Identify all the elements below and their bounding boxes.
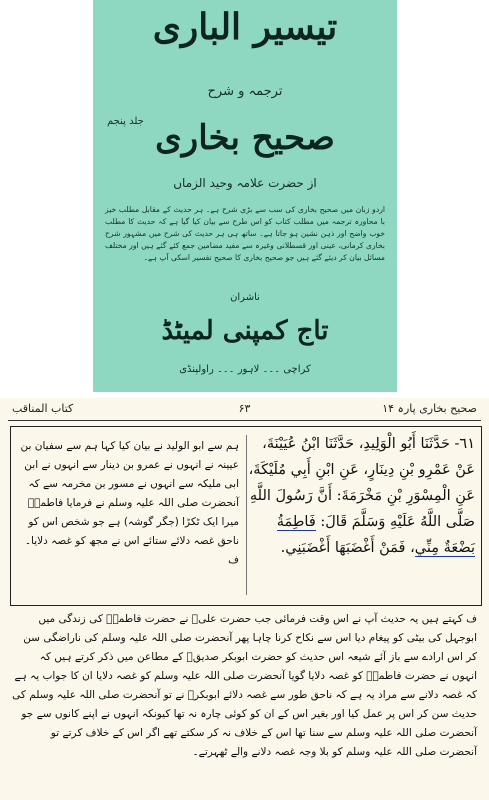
- book-cover: [93, 0, 397, 392]
- header-book-part: صحیح بخاری پارہ ۱۴: [382, 402, 477, 415]
- cover-publisher: تاج کمپنی لمیٹڈ: [161, 316, 329, 346]
- arabic-hadith-text: ٦١- حَدَّثَنَا أَبُو الْوَلِيدِ، حَدَّثَنَا ابْنُ عُيَيْنَةَ، عَنْ عَمْرِو بْنِ دِينَارٍ، عَنِ ابْنِ أَبِي مُلَيْكَةَ، عَنِ الْمِسْوَرِ بْنِ مَخْرَمَةَ: أَنَّ رَسُولَ اللَّهِ صَلَّى اللَّهُ عَلَيْهِ وَسَلَّمَ قَالَ:: [248, 436, 475, 530]
- urdu-commentary: ف کہتے ہیں یہ حدیث آپ نے اس وقت فرمائی جب حضرت علیؓ نے حضرت فاطمہؓ کی زندگی میں ابوجہل کی بیٹی کو پیغام دیا اس سے نکاح کرنا چاہا پھر آنحضرت صلی اللہ علیہ وسلم کی ناراضگی سن کر اس ارادے سے باز آئے شیعہ اس حدیث کو حضرت ابوبکر صدیقؓ کے مطاعن میں ذکر کرتے ہیں کہ انہوں نے حضرت فاطمہؓ کو غصہ دلایا گویا آنحضرت صلی اللہ علیہ وسلم کو غصہ دلایا ان کا جواب یہ ہے کہ غصہ دلانے سے مراد یہ ہے کہ ناحق طور سے غصہ دلائے ابوبکرؓ نے تو آنحضرت صلی اللہ علیہ وسلم کی حدیث سن کر اس پر عمل کیا اور بغیر اس کے ان کو کوئی چارہ نہ تھا کیونکہ انہوں نے اپنے کانوں سے جو آنحضرت صلی اللہ علیہ وسلم سے سنا تھا اس کے خلاف نہ کر سکتے تھے اگر اس کے خلاف کرتے تو آنحضرت صلی اللہ علیہ وسلم کو بلا وجہ غصہ دلانے والے ٹھہرتے۔: [12, 613, 477, 758]
- cover-subtitle: ترجمہ و شرح: [207, 84, 283, 99]
- arabic-hadith: [243, 431, 475, 561]
- urdu-translation: ہم سے ابو الولید نے بیان کیا کہا ہم سے سفیان بن عیینہ نے انہوں نے عمرو بن دینار سے انہوں نے ابن ابی ملیکہ سے انہوں نے مسور بن مخرمہ سے کہ آنحضرت صلی اللہ علیہ وسلم نے فرمایا فاطمہؓ میرا ایک ٹکڑا (جگر گوشہ) ہے جو شخص اس کو ناحق غصہ دلائے ستائے اس نے مجھ کو غصہ دلایا۔ ف: [20, 440, 239, 566]
- cover-volume: جلد پنجم: [107, 116, 144, 127]
- page-header: [10, 400, 479, 420]
- header-chapter: کتاب المناقب: [12, 402, 74, 415]
- page-number: ۶۳: [238, 402, 251, 415]
- arabic-hadith-highlight: فَاطِمَةُ بَضْعَةٌ مِنِّي: [276, 514, 475, 556]
- cover-publisher-label: ناشران: [230, 292, 260, 303]
- cover-cities: کراچی ۔۔۔ لاہور ۔۔۔ راولپنڈی: [179, 364, 311, 375]
- cover-description: اردو زبان میں صحیح بخاری کی سب سے بڑی شرح ہے۔ ہر حدیث کے مقابل مطلب خیز با محاورہ ترجمہ میں مطلب کتاب کو اس طرح سے بیان کیا گیا ہے کہ حدیث کا مطلب خوب واضح اور ذہن نشین ہو جاتا ہے۔ ساتھ ہی ہر حدیث کی شرح میں مشہور شرح بخاری کرمانی، عینی اور قسطلانی وغیرہ سے مفید مضامین جمع کئے گئے ہیں اور مختلف مسائل بیان کر دیئے گئے ہیں جو صحیح بخاری کا صحیح تفسیر اسکی آپ ہے۔: [105, 205, 385, 262]
- hadith-box: [10, 426, 482, 606]
- header-rule: [8, 420, 481, 421]
- cover-author: از حضرت علامہ وحید الزماں: [173, 176, 317, 190]
- arabic-hadith-end: ، فَمَنْ أَغْضَبَهَا أَغْضَبَنِي.: [280, 540, 415, 556]
- book-page: [0, 398, 489, 800]
- column-divider: [246, 435, 247, 595]
- cover-title: تیسیر الباری: [152, 6, 338, 48]
- cover-book-name: صحیح بخاری: [155, 118, 335, 158]
